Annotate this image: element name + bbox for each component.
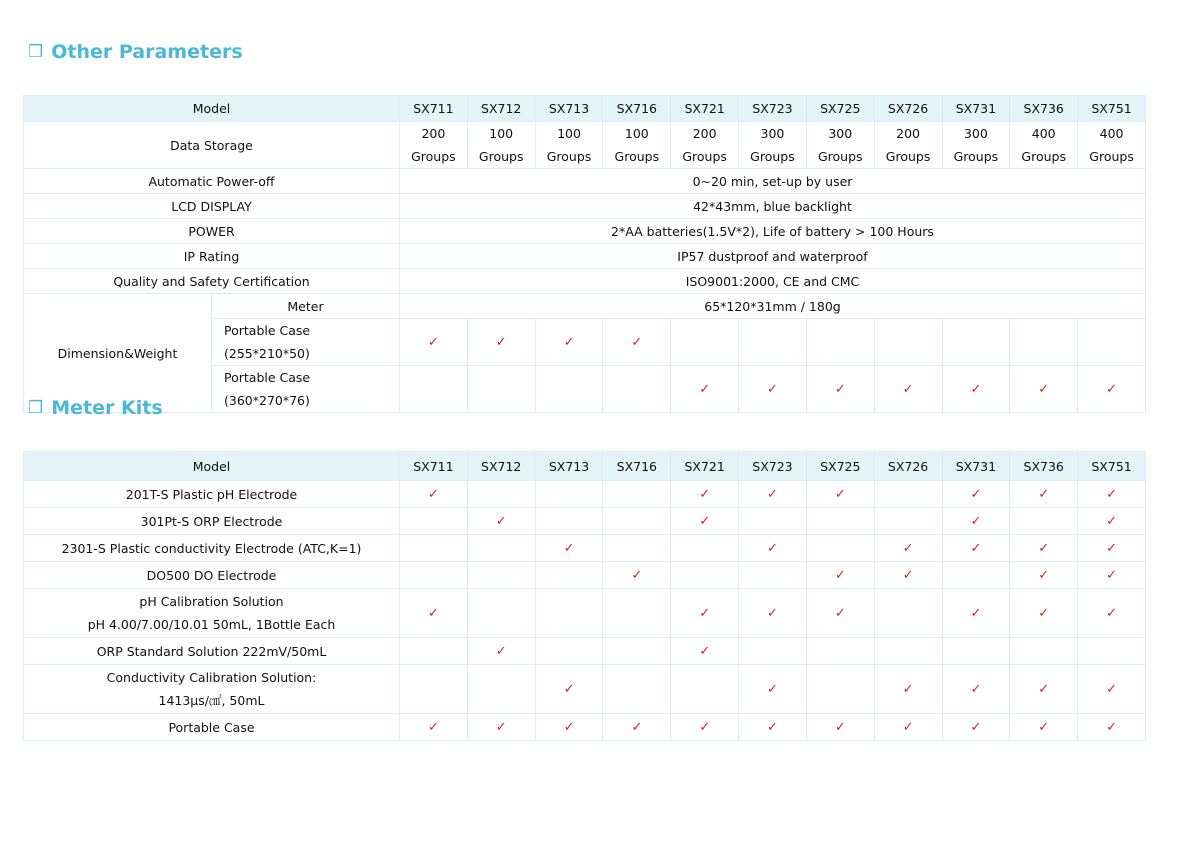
kit-check-cell [1010, 562, 1078, 589]
data-storage-value [806, 122, 874, 169]
ip-rating-value: IP57 dustproof and waterproof [400, 244, 1146, 269]
other-parameters-table [23, 95, 1146, 413]
portable-case-small-cell [942, 319, 1010, 366]
storage-number: 200 [692, 126, 717, 141]
kit-check-cell [739, 714, 807, 741]
portable-case-large-cell [535, 366, 603, 413]
kit-item-line2: 1413µs/㎠, 50mL [158, 693, 265, 708]
kit-check-cell [1078, 665, 1146, 714]
kit-check-cell [806, 638, 874, 665]
auto-power-off-row [24, 169, 1146, 194]
kit-check-cell [467, 535, 535, 562]
storage-number: 300 [828, 126, 853, 141]
kit-item-label [24, 665, 400, 714]
kit-item-line1: Conductivity Calibration Solution: [106, 670, 317, 685]
kit-check-cell [874, 562, 942, 589]
kit-item-line2: pH 4.00/7.00/10.01 50mL, 1Bottle Each [87, 617, 336, 632]
kit-check-cell [603, 508, 671, 535]
check-icon: ✓ [970, 541, 982, 556]
model-column-header: SX731 [942, 452, 1010, 481]
kit-check-cell [400, 535, 468, 562]
kit-check-cell [535, 589, 603, 638]
kit-check-cell [1078, 714, 1146, 741]
check-icon: ✓ [902, 568, 914, 583]
meter-value: 65*120*31mm / 180g [400, 294, 1146, 319]
kit-check-cell [1010, 638, 1078, 665]
kit-item-line1: DO500 DO Electrode [146, 567, 277, 583]
kit-row [24, 535, 1146, 562]
kit-check-cell [806, 481, 874, 508]
data-storage-value [1078, 122, 1146, 169]
check-icon: ✓ [970, 514, 982, 529]
dimension-meter-row [24, 294, 1146, 319]
check-icon: ✓ [427, 487, 439, 502]
model-column-header: SX751 [1078, 96, 1146, 122]
storage-unit: Groups [478, 149, 524, 164]
check-icon: ✓ [1106, 487, 1118, 502]
model-column-header: SX711 [400, 452, 468, 481]
check-icon: ✓ [631, 335, 643, 350]
kit-check-cell [1010, 481, 1078, 508]
kit-check-cell [1078, 638, 1146, 665]
check-icon: ✓ [1106, 541, 1118, 556]
header-row [24, 452, 1146, 481]
model-column-header: SX726 [874, 452, 942, 481]
storage-number: 400 [1099, 126, 1124, 141]
kit-check-cell [400, 714, 468, 741]
kit-check-cell [874, 535, 942, 562]
auto-power-off-label: Automatic Power-off [24, 169, 400, 194]
box-icon: ❒ [28, 42, 44, 62]
data-storage-value [671, 122, 739, 169]
storage-number: 300 [760, 126, 785, 141]
data-storage-value [603, 122, 671, 169]
data-storage-value [942, 122, 1010, 169]
kit-check-cell [603, 638, 671, 665]
kit-check-cell [467, 562, 535, 589]
storage-unit: Groups [953, 149, 999, 164]
portable-case-small-label: Portable Case (255*210*50) [212, 319, 400, 366]
check-icon: ✓ [1038, 720, 1050, 735]
portable-case-small-cell [603, 319, 671, 366]
kit-check-cell [467, 508, 535, 535]
kit-item-label [24, 714, 400, 741]
kit-check-cell [874, 481, 942, 508]
kit-check-cell [1078, 535, 1146, 562]
dimension-weight-label: Dimension&Weight [24, 294, 212, 413]
kit-check-cell [806, 714, 874, 741]
kit-row [24, 589, 1146, 638]
check-icon: ✓ [970, 487, 982, 502]
data-storage-value [874, 122, 942, 169]
check-icon: ✓ [1038, 568, 1050, 583]
kit-check-cell [806, 589, 874, 638]
check-icon: ✓ [699, 720, 711, 735]
kit-check-cell [739, 589, 807, 638]
auto-power-off-value: 0~20 min, set-up by user [400, 169, 1146, 194]
kit-check-cell [874, 665, 942, 714]
portable-case-small-cell [671, 319, 739, 366]
check-icon: ✓ [1038, 487, 1050, 502]
portable-case-large-cell [1010, 366, 1078, 413]
kit-check-cell [400, 665, 468, 714]
kit-item-label [24, 589, 400, 638]
other-parameters-title-text: Other Parameters [51, 41, 243, 63]
header-row [24, 96, 1146, 122]
check-icon: ✓ [699, 487, 711, 502]
storage-unit: Groups [546, 149, 592, 164]
kit-check-cell [1010, 665, 1078, 714]
model-column-header: SX712 [467, 452, 535, 481]
check-icon: ✓ [834, 382, 846, 397]
kit-check-cell [874, 714, 942, 741]
kit-item-label [24, 562, 400, 589]
storage-unit: Groups [750, 149, 795, 164]
kit-check-cell [603, 481, 671, 508]
check-icon: ✓ [970, 382, 982, 397]
kit-item-label [24, 508, 400, 535]
storage-unit: Groups [1089, 149, 1134, 164]
kit-check-cell [671, 535, 739, 562]
check-icon: ✓ [902, 541, 914, 556]
portable-case-large-cell [603, 366, 671, 413]
kit-check-cell [467, 589, 535, 638]
kit-check-cell [671, 665, 739, 714]
check-icon: ✓ [699, 514, 711, 529]
kit-check-cell [1078, 481, 1146, 508]
portable-case-large-cell [874, 366, 942, 413]
kit-check-cell [603, 714, 671, 741]
lcd-display-row [24, 194, 1146, 219]
kit-check-cell [942, 589, 1010, 638]
check-icon: ✓ [970, 720, 982, 735]
check-icon: ✓ [495, 720, 507, 735]
portable-case-small-cell [467, 319, 535, 366]
kit-check-cell [874, 589, 942, 638]
check-icon: ✓ [767, 541, 778, 556]
kit-row [24, 665, 1146, 714]
data-storage-value [1010, 122, 1078, 169]
portable-case-small-cell [739, 319, 807, 366]
check-icon: ✓ [427, 720, 439, 735]
kit-check-cell [400, 508, 468, 535]
check-icon: ✓ [1106, 606, 1118, 621]
portable-case-small-cell [535, 319, 603, 366]
kit-check-cell [671, 589, 739, 638]
kit-check-cell [806, 562, 874, 589]
kit-check-cell [942, 665, 1010, 714]
kit-check-cell [1010, 508, 1078, 535]
data-storage-row [24, 122, 1146, 169]
kit-check-cell [739, 508, 807, 535]
kit-check-cell [1078, 508, 1146, 535]
check-icon: ✓ [563, 720, 575, 735]
check-icon: ✓ [1038, 541, 1050, 556]
lcd-display-value: 42*43mm, blue backlight [400, 194, 1146, 219]
storage-unit: Groups [885, 149, 931, 164]
kit-check-cell [806, 508, 874, 535]
data-storage-value [400, 122, 468, 169]
check-icon: ✓ [1106, 720, 1118, 735]
check-icon: ✓ [767, 606, 778, 621]
storage-unit: Groups [614, 149, 660, 164]
meter-kits-title-text: Meter Kits [51, 397, 163, 419]
certification-row [24, 269, 1146, 294]
check-icon: ✓ [631, 720, 643, 735]
kit-check-cell [467, 714, 535, 741]
data-storage-value [467, 122, 535, 169]
check-icon: ✓ [1038, 682, 1050, 697]
power-label: POWER [24, 219, 400, 244]
kit-check-cell [400, 638, 468, 665]
kit-item-line1: 301Pt-S ORP Electrode [140, 513, 283, 529]
check-icon: ✓ [767, 720, 778, 735]
meter-label: Meter [212, 294, 400, 319]
kit-check-cell [603, 535, 671, 562]
kit-check-cell [535, 481, 603, 508]
check-icon: ✓ [1106, 682, 1118, 697]
kit-row [24, 508, 1146, 535]
kit-check-cell [942, 714, 1010, 741]
model-column-header: SX725 [806, 96, 874, 122]
check-icon: ✓ [563, 682, 575, 697]
portable-case-large-cell [467, 366, 535, 413]
check-icon: ✓ [1106, 382, 1118, 397]
kit-item-label [24, 535, 400, 562]
kit-item-line1: ORP Standard Solution 222mV/50mL [96, 643, 327, 659]
kit-item-line1: Portable Case [168, 719, 255, 735]
check-icon: ✓ [699, 382, 711, 397]
kit-check-cell [874, 638, 942, 665]
model-column-header: SX712 [467, 96, 535, 122]
check-icon: ✓ [902, 682, 914, 697]
model-column-header: SX723 [739, 96, 807, 122]
model-column-header: SX731 [942, 96, 1010, 122]
kit-check-cell [535, 714, 603, 741]
kit-check-cell [739, 481, 807, 508]
kit-check-cell [671, 481, 739, 508]
kit-check-cell [603, 589, 671, 638]
storage-number: 200 [421, 126, 446, 141]
check-icon: ✓ [834, 720, 846, 735]
check-icon: ✓ [1038, 382, 1050, 397]
power-value: 2*AA batteries(1.5V*2), Life of battery > 100 Hours [400, 219, 1146, 244]
certification-label: Quality and Safety Certification [24, 269, 400, 294]
model-header: Model [24, 96, 400, 122]
portable-case-small-cell [806, 319, 874, 366]
data-storage-value [739, 122, 807, 169]
check-icon: ✓ [1106, 568, 1118, 583]
model-column-header: SX751 [1078, 452, 1146, 481]
kit-check-cell [671, 638, 739, 665]
kit-check-cell [942, 562, 1010, 589]
check-icon: ✓ [1038, 606, 1050, 621]
certification-value: ISO9001:2000, CE and CMC [400, 269, 1146, 294]
portable-case-large-label: Portable Case (360*270*76) [212, 366, 400, 413]
power-row [24, 219, 1146, 244]
storage-number: 100 [624, 126, 649, 141]
kit-row [24, 562, 1146, 589]
meter-kits-title [28, 397, 163, 419]
check-icon: ✓ [495, 644, 507, 659]
kit-check-cell [1078, 589, 1146, 638]
check-icon: ✓ [902, 382, 914, 397]
model-column-header: SX736 [1010, 452, 1078, 481]
kit-row [24, 481, 1146, 508]
lcd-display-label: LCD DISPLAY [24, 194, 400, 219]
portable-case-small-cell [1010, 319, 1078, 366]
check-icon: ✓ [699, 606, 711, 621]
check-icon: ✓ [1106, 514, 1118, 529]
kit-check-cell [1010, 714, 1078, 741]
kit-check-cell [535, 638, 603, 665]
check-icon: ✓ [970, 606, 982, 621]
check-icon: ✓ [427, 606, 439, 621]
kit-check-cell [806, 535, 874, 562]
check-icon: ✓ [495, 335, 507, 350]
model-column-header: SX711 [400, 96, 468, 122]
check-icon: ✓ [834, 606, 846, 621]
portable-case-small-cell [400, 319, 468, 366]
box-icon: ❒ [28, 398, 44, 418]
kit-check-cell [1010, 535, 1078, 562]
kit-check-cell [535, 508, 603, 535]
data-storage-label: Data Storage [24, 122, 400, 169]
model-column-header: SX721 [671, 452, 739, 481]
portable-case-large-cell [1078, 366, 1146, 413]
kit-check-cell [806, 665, 874, 714]
portable-case-large-cell [942, 366, 1010, 413]
model-column-header: SX723 [739, 452, 807, 481]
portable-case-large-cell [400, 366, 468, 413]
check-icon: ✓ [902, 720, 914, 735]
kit-item-label [24, 481, 400, 508]
check-icon: ✓ [767, 382, 778, 397]
kit-check-cell [671, 508, 739, 535]
kit-check-cell [535, 562, 603, 589]
check-icon: ✓ [767, 487, 778, 502]
storage-unit: Groups [682, 149, 727, 164]
storage-unit: Groups [411, 149, 456, 164]
storage-number: 100 [557, 126, 581, 141]
check-icon: ✓ [970, 682, 982, 697]
other-parameters-title [28, 41, 243, 63]
kit-item-line1: pH Calibration Solution [139, 594, 284, 609]
kit-item-label [24, 638, 400, 665]
check-icon: ✓ [699, 644, 711, 659]
data-storage-value [535, 122, 603, 169]
kit-check-cell [671, 562, 739, 589]
portable-case-large-cell [739, 366, 807, 413]
portable-case-large-cell [671, 366, 739, 413]
kit-check-cell [942, 508, 1010, 535]
model-column-header: SX716 [603, 96, 671, 122]
kit-check-cell [535, 665, 603, 714]
kit-check-cell [942, 535, 1010, 562]
kit-check-cell [400, 589, 468, 638]
kit-check-cell [874, 508, 942, 535]
kit-check-cell [942, 481, 1010, 508]
model-column-header: SX713 [535, 96, 603, 122]
storage-number: 100 [489, 126, 514, 141]
portable-case-small-cell [874, 319, 942, 366]
kit-row [24, 638, 1146, 665]
kit-check-cell [467, 665, 535, 714]
kit-check-cell [603, 665, 671, 714]
kit-check-cell [1010, 589, 1078, 638]
kit-check-cell [739, 562, 807, 589]
check-icon: ✓ [834, 568, 846, 583]
check-icon: ✓ [495, 514, 507, 529]
kit-check-cell [671, 714, 739, 741]
model-column-header: SX713 [535, 452, 603, 481]
model-column-header: SX721 [671, 96, 739, 122]
kit-check-cell [467, 638, 535, 665]
storage-number: 200 [896, 126, 921, 141]
model-header: Model [24, 452, 400, 481]
storage-unit: Groups [1021, 149, 1066, 164]
ip-rating-row [24, 244, 1146, 269]
ip-rating-label: IP Rating [24, 244, 400, 269]
kit-item-line1: 201T-S Plastic pH Electrode [125, 486, 298, 502]
storage-number: 400 [1031, 126, 1056, 141]
kit-check-cell [942, 638, 1010, 665]
storage-unit: Groups [817, 149, 863, 164]
kit-row [24, 714, 1146, 741]
kit-check-cell [1078, 562, 1146, 589]
kit-item-line1: 2301-S Plastic conductivity Electrode (ATC,K=1) [61, 540, 362, 556]
check-icon: ✓ [834, 487, 846, 502]
model-column-header: SX726 [874, 96, 942, 122]
check-icon: ✓ [563, 335, 575, 350]
meter-kits-table [23, 451, 1146, 741]
check-icon: ✓ [427, 335, 439, 350]
kit-check-cell [400, 481, 468, 508]
check-icon: ✓ [767, 682, 778, 697]
kit-check-cell [400, 562, 468, 589]
model-column-header: SX725 [806, 452, 874, 481]
kit-check-cell [603, 562, 671, 589]
kit-check-cell [535, 535, 603, 562]
model-column-header: SX736 [1010, 96, 1078, 122]
kit-check-cell [739, 535, 807, 562]
check-icon: ✓ [563, 541, 575, 556]
portable-case-small-cell [1078, 319, 1146, 366]
model-column-header: SX716 [603, 452, 671, 481]
kit-check-cell [739, 665, 807, 714]
check-icon: ✓ [631, 568, 643, 583]
kit-check-cell [739, 638, 807, 665]
kit-check-cell [467, 481, 535, 508]
portable-case-large-cell [806, 366, 874, 413]
storage-number: 300 [963, 126, 988, 141]
